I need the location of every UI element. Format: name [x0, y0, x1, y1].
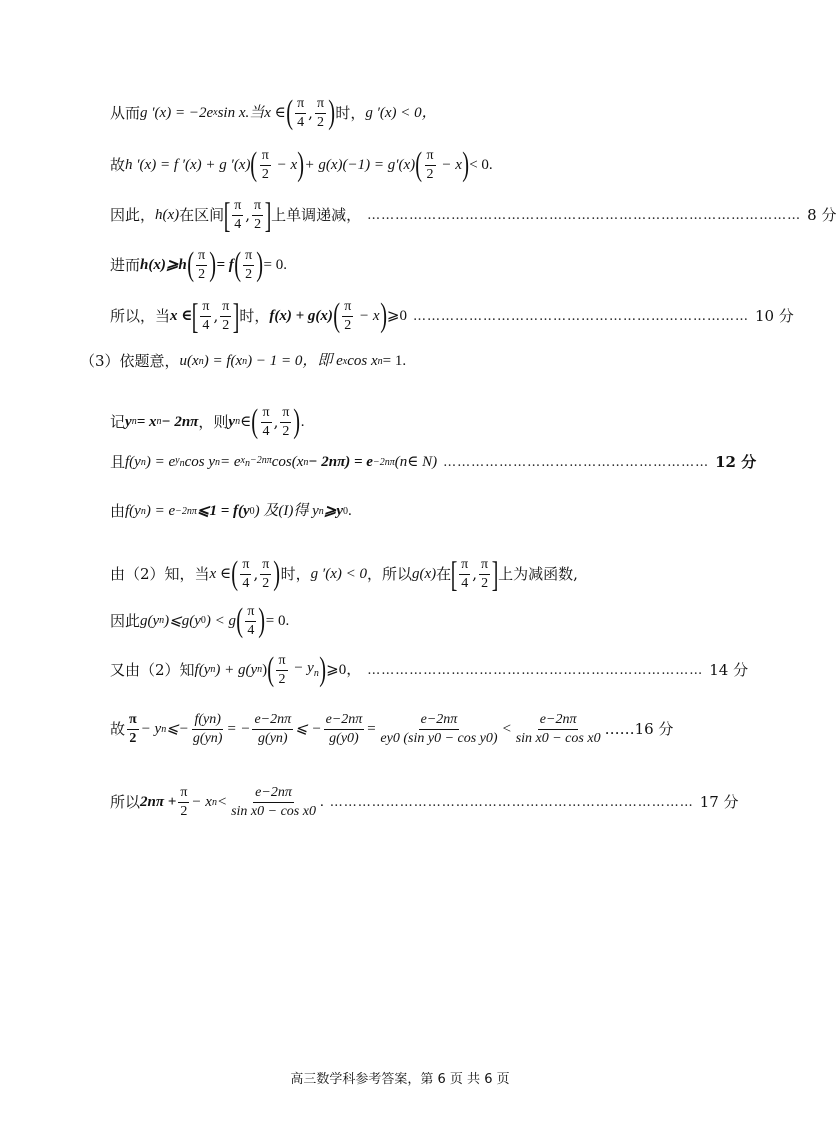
fraction: $\frac{\pi}{2}$ [316, 95, 325, 130]
math: < [216, 794, 228, 810]
math: cos y [184, 454, 215, 470]
line-4: 进而 h(x)⩾h ( $\frac{\pi}{2}$ ) = f ( $\frac{\pi}{2}$ ) = 0. [110, 246, 287, 283]
text: （3）依题意， [80, 352, 180, 370]
line-11: 因此 g(y n )⩽g(y 0 ) < g ( $\frac{\pi}{4}$ ) = 0. [110, 602, 290, 639]
math: < [501, 721, 512, 737]
math: 2nπ + [140, 794, 177, 810]
text: 故 [110, 155, 126, 174]
math: ) − 1 = 0，即 e [247, 353, 343, 369]
math: x ∈ [209, 565, 232, 582]
math: (n∈ N) [394, 454, 438, 470]
text: 时， [335, 103, 366, 122]
leader-dots: …………………………………………………………………… [329, 795, 694, 810]
math: = 1. [382, 353, 407, 369]
math: = e [219, 454, 241, 470]
fraction: $\frac{e-2n\pi}{\text{sin x0 − cos x0}}$ [231, 785, 316, 819]
line-1: 从而 g ′(x) = −2e x sin x.当 x ∈ ( $\frac{\pi}{4}$ , $\frac{\pi}{2}$ ) 时， g ′(x) < 0， [110, 94, 437, 131]
math: ) 及(I)得 y [254, 503, 319, 519]
math: f(y [194, 661, 211, 678]
text: 由（2）知，当 [110, 564, 210, 583]
math: y [228, 413, 236, 430]
fraction: $\frac{\pi}{4}$ [247, 603, 255, 638]
math: x ∈ [170, 307, 193, 324]
text: 进而 [110, 255, 141, 274]
line-6: （3）依题意， u(x n ) = f(x n ) − 1 = 0，即 e x cos x n = 1. [80, 352, 407, 370]
text: 故 [110, 720, 126, 738]
fraction: $\frac{\pi}{2}$ [262, 556, 270, 591]
fraction: $\frac{\pi}{2}$ [254, 197, 262, 232]
score: 12 分 [715, 453, 757, 471]
math: )⩽g(y [164, 612, 201, 629]
math: ⩽− [166, 721, 189, 737]
fraction: $\frac{e-2n\pi}{\text{ey0 (sin y0 − cos y0)}}$ [380, 712, 498, 746]
line-12: 又由（2）知 f(y n ) + g(y n ) ( $\frac{\pi}{2}$ − $y_n$ ) ⩾0， ……………………………………………………………… 14 分 [110, 651, 749, 688]
math: sin x.当 [217, 104, 265, 121]
math: ) = f(x [203, 353, 243, 369]
fraction: $\frac{e-2n\pi}{g(yn)}$ [254, 712, 292, 746]
math: f(y [125, 503, 141, 519]
leader-dots: ……………………………………………………………… [367, 662, 704, 678]
fraction: $\frac{\pi}{2}$ [180, 785, 188, 819]
math: g ′(x) < 0 [310, 565, 367, 582]
math: − 2nπ) = e [308, 454, 373, 470]
leader-dots: ………………………………………………………………………………… [367, 207, 802, 223]
line-14: 所以 2nπ + $\frac{\pi}{2}$ − x n < $\frac{e-2n\pi}{\text{sin x0 − cos x0}}$ . …………………………………………………………………… 17 分 [110, 785, 739, 819]
fraction: $\frac{\pi}{2}$ [426, 147, 434, 182]
score: ……16 分 [604, 720, 674, 738]
text: 从而 [110, 103, 141, 122]
math: h ′(x) = f ′(x) + g ′(x) [125, 156, 251, 173]
math: < 0. [469, 156, 493, 173]
text: ，则 [198, 412, 229, 431]
fraction: $\frac{\pi}{4}$ [202, 298, 210, 333]
line-13: 故 $\frac{\pi}{2}$ − y n ⩽− $\frac{f(yn)}{g(yn)}$ = − $\frac{e-2n\pi}{g(yn)}$ ⩽ − $\frac{e-2n\pi}{g(y0)}$ = $\frac{e-2n\pi}{\text{ey0 (sin y0 − cos y0)}}$ < $\frac{e-2n\pi}{\text{sin x0 − cos x0}}$ ……16 分 [110, 712, 674, 746]
fraction: $\frac{\pi}{2}$ [261, 147, 269, 182]
fraction: $\frac{\pi}{2}$ [481, 556, 489, 591]
fraction: $\frac{\pi}{2}$ [245, 247, 253, 282]
math: f(y [125, 454, 141, 470]
math: ⩽ − [295, 721, 322, 737]
score: 10 分 [754, 306, 794, 325]
math: = − [226, 721, 251, 737]
leader-dots: ………………………………………………… [443, 455, 710, 470]
math: + g(x)(−1) = g′(x) [304, 156, 416, 173]
math: ⩾y [323, 503, 344, 519]
line-2: 故 h ′(x) = f ′(x) + g ′(x) ( $\frac{\pi}{2}$ − x ) + g(x)(−1) = g′(x) ( $\frac{\pi}{2}$ − x ) < 0. [110, 146, 493, 183]
fraction: $\frac{f(yn)}{g(yn)}$ [192, 712, 223, 746]
fraction: $\frac{\pi}{2}$ [278, 652, 286, 687]
math-sup: x [213, 107, 218, 118]
math: ) + g(y [215, 661, 258, 678]
fraction: $\frac{\pi}{4}$ [262, 404, 270, 439]
text: 记 [110, 412, 126, 431]
text: 在区间 [179, 205, 225, 224]
math: ) = e [145, 454, 176, 470]
text: 在 [436, 564, 452, 583]
fraction: $\frac{\pi}{2}$ [198, 247, 206, 282]
text: 时， [239, 306, 270, 325]
math: cos(x [271, 454, 304, 470]
line-10: 由（2）知，当 x ∈ ( $\frac{\pi}{4}$ , $\frac{\pi}{2}$ ) 时， g ′(x) < 0 ，所以 g(x) 在 [ $\frac{\pi}{4}$ , $\frac{\pi}{2}$ ] 上为减函数, [110, 554, 578, 594]
fraction: $\frac{\pi}{4}$ [461, 556, 469, 591]
math: h(x) [155, 206, 180, 223]
math: = [366, 721, 377, 737]
math: ) = e [145, 503, 176, 519]
text: 又由（2）知 [110, 660, 195, 679]
text: 因此， [110, 205, 156, 224]
text: 所以，当 [110, 306, 171, 325]
math: f(x) + g(x) [269, 307, 333, 324]
text: 因此 [110, 611, 141, 630]
math: = f [216, 256, 234, 273]
score: 14 分 [709, 660, 749, 679]
line-9: 由 f(y n ) = e −2nπ ⩽1 = f(y 0 ) 及(I)得 y n ⩾y 0 . [110, 502, 352, 520]
math: h(x)⩾h [140, 256, 187, 273]
math: g(x) [412, 565, 437, 582]
score: 8 分 [807, 205, 836, 224]
leader-dots: ……………………………………………………………… [412, 308, 749, 324]
math: cos x [347, 353, 378, 369]
math: ) < g [205, 612, 237, 629]
math: = x [136, 413, 157, 430]
text: 且 [110, 453, 126, 471]
math: u(x [179, 353, 199, 369]
math: = 0. [263, 256, 287, 273]
fraction: $\frac{e-2n\pi}{\text{sin x0 − cos x0}}$ [515, 712, 601, 746]
fraction: $\frac{\pi}{4}$ [234, 197, 242, 232]
fraction: $\frac{\pi}{2}$ [222, 298, 230, 333]
math: ∈ [240, 413, 252, 430]
score: 17 分 [699, 793, 739, 811]
math: ⩾0 [386, 307, 407, 324]
math: x ∈ [264, 104, 286, 121]
text: 上单调递减， [271, 205, 362, 224]
text: 由 [110, 502, 126, 520]
text: 所以 [110, 793, 141, 811]
line-3: 因此， h(x) 在区间 [ $\frac{\pi}{4}$ , $\frac{\pi}{2}$ ] 上单调递减， ………………………………………………………………………………… 8 分 [110, 195, 836, 235]
math: − x [191, 794, 212, 810]
math: y [125, 413, 132, 430]
text: ，所以 [366, 564, 412, 583]
text: 时， [280, 564, 311, 583]
math: ⩽1 = f(y [196, 503, 250, 519]
fraction: $\frac{\pi}{4}$ [297, 95, 305, 130]
math: g(y [140, 612, 160, 629]
math: − 2nπ [161, 413, 199, 430]
line-8: 且 f(y n ) = e $y_n$ cos y n = e $x_n-2n\pi$ cos(x n − 2nπ) = e −2nπ (n∈ N) ………………………………………………… 12 分 [110, 453, 757, 471]
fraction: $\frac{\pi}{2}$ [129, 712, 137, 746]
fraction: $\frac{e-2n\pi}{g(y0)}$ [325, 712, 363, 746]
text: 上为减函数, [498, 564, 578, 583]
math: g ′(x) = −2e [140, 104, 214, 121]
page-footer: 高三数学科参考答案，第 6 页 共 6 页 [290, 1072, 510, 1087]
fraction: $\frac{\pi}{4}$ [242, 556, 250, 591]
math: g ′(x) < 0， [365, 104, 437, 121]
line-7: 记 y n = x n − 2nπ ，则 y n ∈ ( $\frac{\pi}{4}$ , $\frac{\pi}{2}$ ) . [110, 403, 305, 440]
fraction: $\frac{\pi}{2}$ [344, 298, 352, 333]
line-5: 所以，当 x ∈ [ $\frac{\pi}{4}$ , $\frac{\pi}{2}$ ] 时， f(x) + g(x) ( $\frac{\pi}{2}$ − x ) ⩾0 ……………………………………………………………… 10 分 [110, 296, 794, 336]
math: − y [140, 721, 162, 737]
fraction: $\frac{\pi}{2}$ [282, 404, 290, 439]
